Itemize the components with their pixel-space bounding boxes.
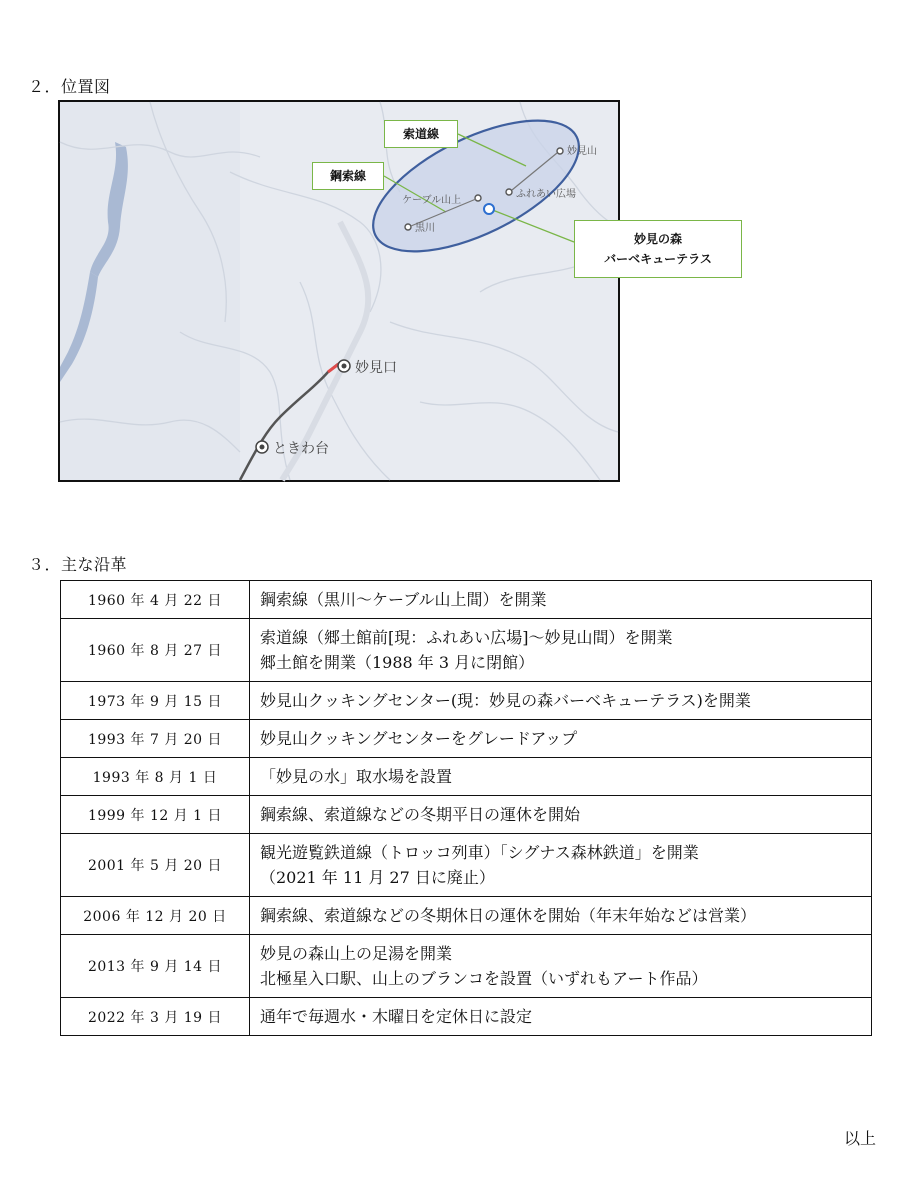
history-date: 1993 年 8 月 1 日 xyxy=(61,758,250,796)
section-heading-map: ２．位置図 xyxy=(28,77,111,96)
history-row xyxy=(61,796,872,834)
history-description-line: 北極星入口駅、山上のブランコを設置（いずれもアート作品） xyxy=(260,969,708,988)
history-date: 2006 年 12 月 20 日 xyxy=(61,897,250,935)
callout-bbq-terrace xyxy=(574,220,742,278)
history-date: 1960 年 8 月 27 日 xyxy=(61,619,250,682)
history-date: 1960 年 4 月 22 日 xyxy=(61,581,250,619)
history-description xyxy=(250,935,872,998)
station-myokosan xyxy=(557,148,563,154)
history-description xyxy=(250,682,872,720)
location-map xyxy=(58,100,712,482)
history-date: 2013 年 9 月 14 日 xyxy=(61,935,250,998)
history-date: 1999 年 12 月 1 日 xyxy=(61,796,250,834)
history-row xyxy=(61,834,872,897)
history-row xyxy=(61,581,872,619)
history-description xyxy=(250,834,872,897)
history-row xyxy=(61,998,872,1036)
station-kurokawa xyxy=(405,224,411,230)
history-description-line: 郷土館を開業（1988 年 3 月に閉館） xyxy=(260,653,535,672)
history-description-line: 妙見山クッキングセンター(現：妙見の森バーベキューテラス)を開業 xyxy=(260,691,751,710)
closing-text: 以上 xyxy=(844,1129,877,1148)
history-row xyxy=(61,758,872,796)
callout-bbq-line2: バーベキューテラス xyxy=(604,252,712,266)
callout-kousaku: 鋼索線 xyxy=(312,162,384,190)
history-description xyxy=(250,619,872,682)
history-date: 1973 年 9 月 15 日 xyxy=(61,682,250,720)
history-description xyxy=(250,998,872,1036)
station-fureai xyxy=(506,189,512,195)
map-canvas xyxy=(60,102,618,480)
label-kurokawa: 黒川 xyxy=(415,223,435,234)
history-description-line: 索道線（郷土館前[現：ふれあい広場]～妙見山間）を開業 xyxy=(260,628,673,647)
history-row xyxy=(61,619,872,682)
label-myokosan: 妙見山 xyxy=(567,146,597,157)
history-description-line: 鋼索線、索道線などの冬期休日の運休を開始（年末年始などは営業） xyxy=(260,906,757,925)
history-description-line: 妙見の森山上の足湯を開業 xyxy=(260,944,453,963)
section-heading-history: ３．主な沿革 xyxy=(28,555,128,574)
history-row xyxy=(61,682,872,720)
label-cable-sanjo: ケーブル山上 xyxy=(402,195,462,206)
label-tokiwadai: ときわ台 xyxy=(273,441,329,457)
history-description-line: 通年で毎週水・木曜日を定休日に設定 xyxy=(260,1007,533,1026)
history-description-line: 妙見山クッキングセンターをグレードアップ xyxy=(260,729,578,748)
history-description-line: 「妙見の水」取水場を設置 xyxy=(260,767,453,786)
history-description xyxy=(250,796,872,834)
label-fureai: ふれあい広場 xyxy=(516,189,576,200)
history-row xyxy=(61,720,872,758)
history-description xyxy=(250,897,872,935)
history-description-line: （2021 年 11 月 27 日に廃止） xyxy=(260,868,495,887)
history-row xyxy=(61,897,872,935)
history-table xyxy=(60,580,872,1036)
history-row xyxy=(61,935,872,998)
station-cable-sanjo xyxy=(475,195,481,201)
history-description-line: 鋼索線（黒川～ケーブル山上間）を開業 xyxy=(260,590,547,609)
history-description xyxy=(250,720,872,758)
bbq-marker xyxy=(484,204,494,214)
history-description-line: 鋼索線、索道線などの冬期平日の運休を開始 xyxy=(260,805,581,824)
history-description-line: 観光遊覧鉄道線（トロッコ列車）「シグナス森林鉄道」を開業 xyxy=(260,843,699,862)
history-date: 2001 年 5 月 20 日 xyxy=(61,834,250,897)
callout-bbq-line1: 妙見の森 xyxy=(633,232,682,246)
callout-sakudo: 索道線 xyxy=(384,120,458,148)
history-description xyxy=(250,758,872,796)
label-myokenguchi: 妙見口 xyxy=(355,360,397,376)
station-tokiwadai-marker xyxy=(256,441,268,453)
history-date: 2022 年 3 月 19 日 xyxy=(61,998,250,1036)
station-myokenguchi-marker xyxy=(338,360,350,372)
history-date: 1993 年 7 月 20 日 xyxy=(61,720,250,758)
history-description xyxy=(250,581,872,619)
